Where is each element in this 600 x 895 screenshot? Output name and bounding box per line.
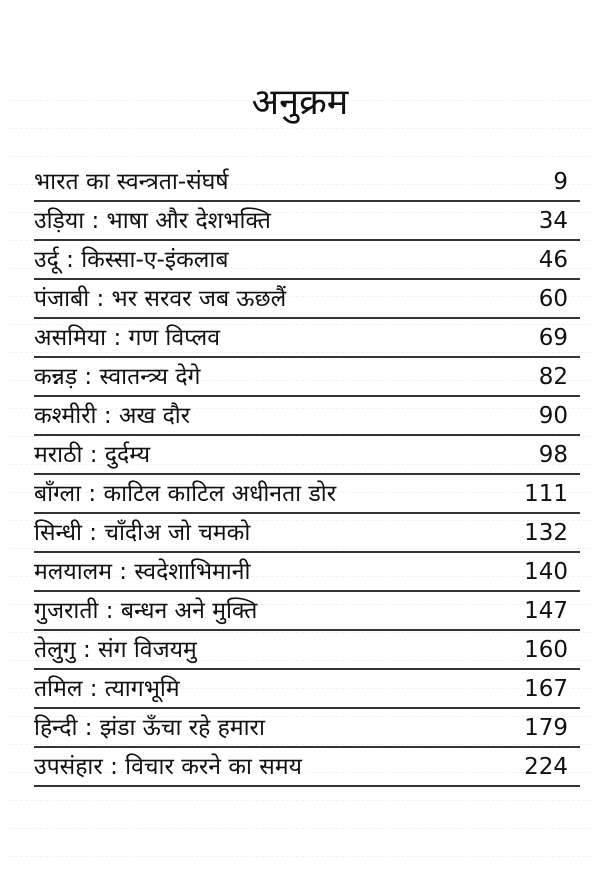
show-through-line [10, 128, 590, 131]
show-through-line [10, 856, 590, 859]
toc-entry[interactable] [0, 631, 600, 670]
toc-entry-title: असमिया : गण विप्लव [34, 325, 221, 351]
toc-entry-page-number: 69 [538, 325, 568, 351]
toc-entry[interactable] [0, 319, 600, 358]
toc-entry-title: कश्मीरी : अख दौर [34, 403, 191, 429]
toc-entry-title: उर्दू : किस्सा-ए-इंकलाब [34, 247, 229, 273]
toc-entry[interactable] [0, 280, 600, 319]
toc-entry[interactable] [0, 397, 600, 436]
toc-entry[interactable] [0, 553, 600, 592]
toc-entry-page-number: 167 [524, 676, 568, 702]
toc-entry[interactable] [0, 358, 600, 397]
toc-entry[interactable] [0, 748, 600, 787]
toc-entry-page-number: 60 [538, 286, 568, 312]
toc-entry-title: सिन्धी : चाँदीअ जो चमको [34, 520, 251, 546]
toc-entry-title: गुजराती : बन्धन अने मुक्ति [34, 598, 258, 624]
toc-entry-page-number: 9 [553, 169, 568, 195]
toc-entry[interactable] [0, 436, 600, 475]
toc-entry-title: बाँग्ला : काटिल काटिल अधीनता डोर [34, 481, 337, 507]
toc-entry-title: मलयालम : स्वदेशाभिमानी [34, 559, 251, 585]
toc-entry-title: मराठी : दुर्दम्य [34, 442, 151, 468]
toc-entry-page-number: 224 [524, 754, 568, 780]
table-of-contents [0, 163, 600, 787]
toc-entry[interactable] [0, 241, 600, 280]
toc-entry-title: पंजाबी : भर सरवर जब ऊछलैं [34, 286, 287, 312]
toc-entry[interactable] [0, 709, 600, 748]
toc-entry-title: तमिल : त्यागभूमि [34, 676, 180, 702]
toc-entry-page-number: 147 [524, 598, 568, 624]
toc-entry-underline [34, 785, 580, 787]
toc-entry-title: तेलुगु : संग विजयमु [34, 637, 197, 663]
toc-entry-title: उपसंहार : विचार करने का समय [34, 754, 302, 780]
toc-entry[interactable] [0, 670, 600, 709]
toc-entry-page-number: 111 [524, 481, 568, 507]
toc-entry-page-number: 140 [524, 559, 568, 585]
toc-entry-page-number: 82 [538, 364, 568, 390]
page-title: अनुक्रम [251, 82, 349, 124]
toc-entry-page-number: 160 [524, 637, 568, 663]
toc-entry-page-number: 46 [538, 247, 568, 273]
show-through-line [10, 800, 590, 803]
toc-entry-title: कन्नड़ : स्वातन्त्र्य देगे [34, 364, 201, 390]
show-through-line [10, 156, 590, 159]
toc-entry-page-number: 90 [538, 403, 568, 429]
toc-entry[interactable] [0, 592, 600, 631]
toc-entry-title: उड़िया : भाषा और देशभक्ति [34, 208, 271, 234]
toc-entry-title: भारत का स्वन्त्रता-संघर्ष [34, 169, 229, 195]
toc-entry[interactable] [0, 163, 600, 202]
toc-entry-page-number: 132 [524, 520, 568, 546]
toc-entry-page-number: 179 [524, 715, 568, 741]
toc-entry[interactable] [0, 514, 600, 553]
toc-entry[interactable] [0, 475, 600, 514]
toc-entry[interactable] [0, 202, 600, 241]
toc-entry-page-number: 98 [538, 442, 568, 468]
toc-entry-page-number: 34 [538, 208, 568, 234]
toc-entry-title: हिन्दी : झंडा ऊँचा रहे हमारा [34, 715, 265, 741]
show-through-line [10, 828, 590, 831]
